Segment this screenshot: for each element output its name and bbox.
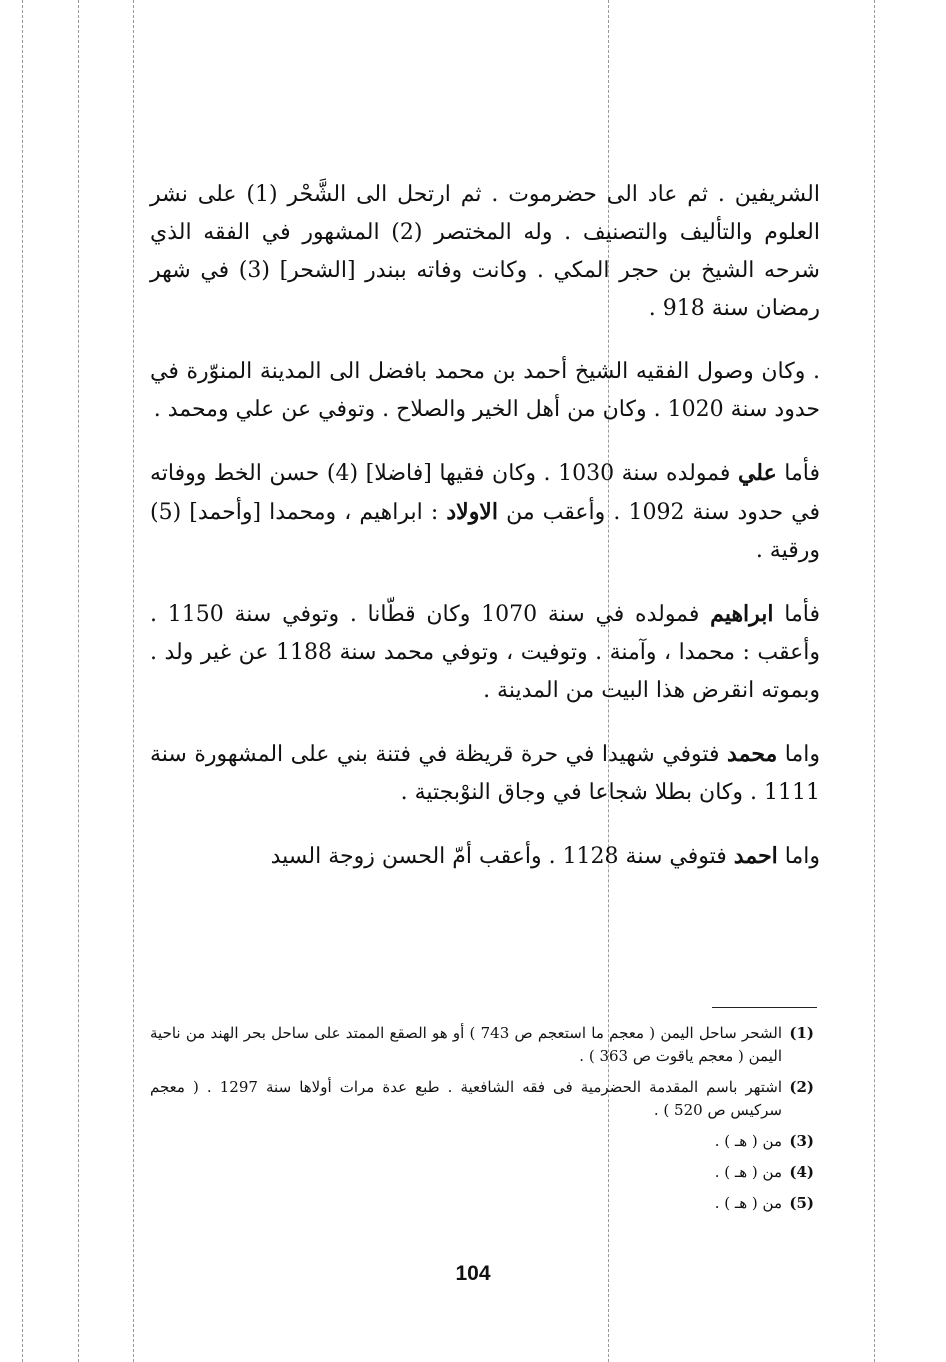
paragraph [150, 353, 820, 429]
footnote-number: (1) [789, 1024, 814, 1042]
scan-fold-line [874, 0, 875, 1362]
footnote-number: (2) [789, 1078, 814, 1096]
text-run: . وكان وصول الفقيه الشيخ أحمد بن محمد بافضل الى المدينة المنوّرة في حدود سنة 1020 . وكان من أهل الخير والصلاح . وتوفي عن علي ومحمد . [150, 359, 820, 422]
text-run: فأما [773, 602, 820, 627]
text-run: الشريفين . ثم عاد الى حضرموت . ثم ارتحل الى الشَّحْر (1) على نشر العلوم والتأليف والتصنيف . وله المختصر (2) المشهور في الفقه الذي شرحه الشيخ بن حجر المكي . وكانت وفاته ببندر [الشحر] (3) في شهر رمضان سنة 918 . [150, 182, 820, 321]
footnote-number: (3) [789, 1132, 814, 1150]
bold-name: الاولاد [446, 499, 498, 525]
paragraph [150, 454, 820, 570]
footnote-number: (4) [789, 1163, 814, 1181]
text-run: : ابراهيم ، ومحمدا [وأحمد] (5) ورقية . [150, 500, 820, 563]
footnote-text: من ( هـ ) . [714, 1163, 782, 1181]
text-run: فمولده في سنة 1070 وكان قطّانا . وتوفي سنة 1150 . وأعقب : محمدا ، وآمنة . وتوفيت ، وتوفي محمد سنة 1188 عن غير ولد . وبموته انقرض هذا البيت من المدينة . [150, 602, 820, 703]
footnote-text: من ( هـ ) . [714, 1132, 782, 1150]
footnote-separator [712, 1007, 817, 1008]
body-text [150, 176, 820, 901]
footnote-number: (5) [789, 1194, 814, 1212]
bold-name: محمد [727, 741, 778, 767]
scan-fold-line [22, 0, 23, 1362]
bold-name: ابراهيم [710, 601, 774, 627]
footnote [150, 1130, 814, 1153]
paragraph [150, 595, 820, 710]
paragraph [150, 176, 820, 328]
footnote [150, 1076, 814, 1122]
scan-fold-line [78, 0, 79, 1362]
text-run: فمولده سنة 1030 . وكان فقيها [فاضلا] (4) حسن الخط ووفاته في حدود سنة 1092 . وأعقب من [150, 461, 820, 525]
footnote [150, 1161, 814, 1184]
footnotes [150, 1022, 814, 1223]
scan-fold-line [133, 0, 134, 1362]
footnote [150, 1192, 814, 1215]
text-run: فتوفي شهيدا في حرة قريظة في فتنة بني على المشهورة سنة 1111 . وكان بطلا شجاعا في وجاق النوْبجتية . [150, 742, 820, 805]
bold-name: احمد [733, 843, 778, 869]
text-run: واما [777, 742, 820, 767]
paragraph [150, 735, 820, 812]
footnote-text: من ( هـ ) . [714, 1194, 782, 1212]
footnote-text: اشتهر باسم المقدمة الحضرمية فى فقه الشافعية . طبع عدة مرات أولاها سنة 1297 . ( معجم سركيس ص 520 ) . [150, 1078, 782, 1119]
paragraph [150, 837, 820, 876]
text-run: فتوفي سنة 1128 . وأعقب أمّ الحسن زوجة السيد [270, 844, 734, 869]
text-run: واما [777, 844, 820, 869]
footnote [150, 1022, 814, 1068]
footnote-text: الشحر ساحل اليمن ( معجم ما استعجم ص 743 ) أو هو الصقع الممتد على ساحل بحر الهند من ناحية اليمن ( معجم ياقوت ص 363 ) . [150, 1024, 782, 1065]
text-run: فأما [776, 461, 820, 486]
bold-name: علي [737, 460, 777, 486]
page-number: 104 [455, 1262, 491, 1285]
